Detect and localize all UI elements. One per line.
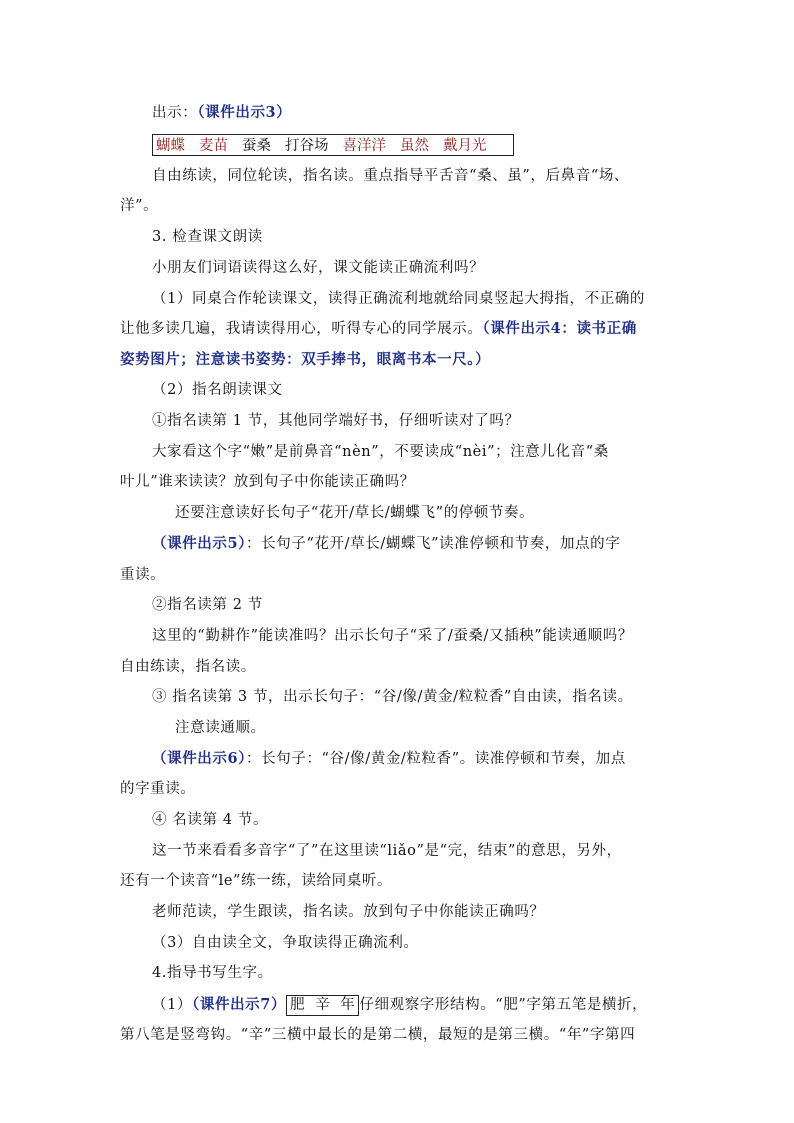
vocab-word: 蚕桑 [242,138,271,154]
doc-line-7: （1）同桌合作轮读课文，读得正确流利地就给同桌竖起大拇指，不正确的 [152,291,646,307]
courseware-tag: （课件出示4：读书正确 [482,320,637,337]
doc-line-26: 还有一个读音“le”练一练，读给同桌听。 [120,873,393,889]
doc-line-9 [120,350,680,370]
text-segment: ：长句子：“谷/像/黄金/粒粒香”。读准停顿和节奏，加点 [246,751,626,767]
vocab-word: 打谷场 [285,138,329,154]
courseware-tag: 姿势图片；注意读书姿势：双手捧书，眼离书本一尺。） [120,351,491,368]
doc-line-8 [120,319,680,339]
section-heading: 4.指导书写生字。 [152,965,273,981]
doc-line-16: 重读。 [120,567,166,583]
doc-line-3: 自由练读，同位轮读，指名读。重点指导平舌音“桑、虽”，后鼻音“场、 [152,168,630,184]
doc-line-28: （3）自由读全文，争取读得正确流利。 [152,935,419,951]
doc-line-14: 还要注意读好长句子“花开/草长/蝴蝶飞”的停顿节奏。 [175,505,535,521]
doc-line-22 [152,749,682,769]
doc-line-17: ②指名读第 2 节 [152,597,263,613]
doc-line-21: 注意读通顺。 [175,720,266,736]
doc-line-23: 的字重读。 [120,781,196,797]
text-segment: （1） [152,997,193,1013]
doc-line-25: 这一节来看看多音字“了”在这里读“liǎo”是“完，结束”的意思，另外， [152,843,622,859]
practice-character: 辛 [315,997,331,1013]
doc-line-4: 洋”。 [120,198,159,214]
vocab-word: 蝴蝶 [156,138,185,154]
char-box [286,995,359,1016]
doc-line-12: 大家看这个字“嫩”是前鼻音“nèn”，不要读成“nèi”；注意儿化音“桑 [152,444,609,460]
doc-line-13: 叶儿”谁来读读？放到句子中你能读正确吗？ [120,474,415,490]
practice-character: 肥 [290,997,306,1013]
doc-line-31: 第八笔是竖弯钩。“辛”三横中最长的是第二横，最短的是第三横。“年”字第四 [120,1027,636,1043]
doc-line-11: ①指名读第 1 节，其他同学端好书，仔细听读对了吗？ [152,413,520,429]
vocab-word: 麦苗 [199,138,228,154]
doc-line-10: （2）指名朗读课文 [152,382,283,398]
doc-line-20: ③ 指名读第 3 节，出示长句子：“谷/像/黄金/粒粒香”自由读，指名读。 [152,689,633,705]
courseware-tag: （课件出示5） [152,535,247,552]
practice-character: 年 [340,997,356,1013]
text-segment: 出示： [152,105,198,121]
doc-line-1 [152,103,682,123]
text-segment: 让他多读几遍，我请读得用心，听得专心的同学展示。 [120,321,483,337]
text-segment: 仔细观察字形结构。“肥”字第五笔是横折， [359,997,648,1013]
doc-line-15 [152,534,682,554]
doc-line-18: 这里的“勤耕作”能读准吗？出示长句子“采了/蚕桑/又插秧”能读通顺吗？ [152,628,633,644]
doc-line-6: 小朋友们词语读得这么好，课文能读正确流利吗？ [152,260,485,276]
doc-line-27: 老师范读，学生跟读，指名读。放到句子中你能读正确吗？ [152,904,545,920]
courseware-tag: （课件出示3） [197,104,292,121]
courseware-tag: （课件出示6） [152,750,247,767]
vocab-box [152,134,514,156]
doc-line-19: 自由练读，指名读。 [120,659,256,675]
vocab-word: 喜洋洋 [342,138,386,154]
text-segment: ：长句子“花开/草长/蝴蝶飞”读准停顿和节奏，加点的字 [246,536,621,552]
section-heading: 3. 检查课文朗读 [152,229,263,245]
courseware-tag: （课件出示7） [192,996,287,1013]
vocab-word: 虽然 [400,138,429,154]
vocab-word: 戴月光 [443,138,487,154]
doc-line-30 [152,995,682,1016]
doc-line-24: ④ 名读第 4 节。 [152,812,269,828]
